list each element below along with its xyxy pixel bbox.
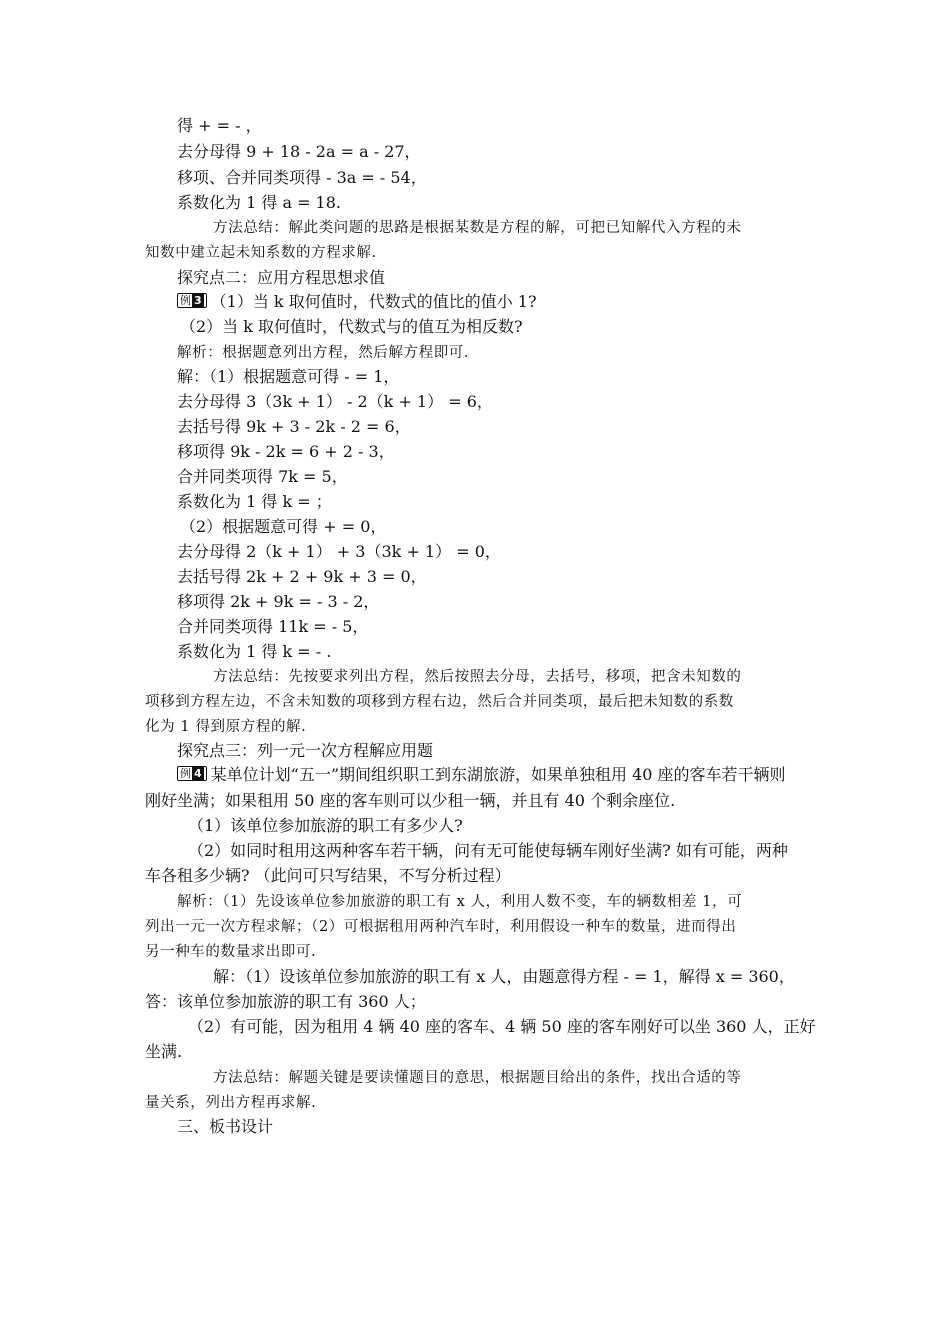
text-line: 去分母得 2（k + 1） + 3（3k + 1） = 0， xyxy=(177,542,501,561)
analysis: 解析：根据题意列出方程，然后解方程即可. xyxy=(177,345,470,361)
text-line: 移项得 2k + 9k = - 3 - 2， xyxy=(177,592,380,611)
text-line: 合并同类项得 7k = 5， xyxy=(177,467,348,486)
section-heading: 探究点三：列一元一次方程解应用题 xyxy=(177,741,434,760)
text-line: 系数化为 1 得 a = 18. xyxy=(177,193,342,212)
analysis-cont: 列出一元一次方程求解；（2）可根据租用两种汽车时，利用假设一种车的数量，进而得出 xyxy=(145,919,737,935)
example-badge: 例 3 xyxy=(177,293,207,308)
text-line: 解：（1）设该单位参加旅游的职工有 x 人，由题意得方程 - = 1，解得 x = 360， xyxy=(213,967,795,986)
text-line: 系数化为 1 得 k = - . xyxy=(177,642,332,661)
text-line: 解：（1）根据题意可得 - = 1， xyxy=(177,367,400,386)
section-heading: 三、板书设计 xyxy=(177,1117,274,1136)
example-3-line: 例 3 （1）当 k 取何值时，代数式的值比的值小 1? xyxy=(177,291,537,313)
example-badge: 例 4 xyxy=(177,766,207,781)
text-line: 移项得 9k - 2k = 6 + 2 - 3， xyxy=(177,442,395,461)
text-line: 去分母得 3（3k + 1） - 2（k + 1） = 6， xyxy=(177,392,493,411)
method-summary-cont: 化为 1 得到原方程的解. xyxy=(145,719,307,735)
method-summary: 方法总结：解此类问题的思路是根据某数是方程的解，可把已知解代入方程的未 xyxy=(213,220,742,236)
analysis: 解析：（1）先设该单位参加旅游的职工有 x 人，利用人数不变，车的辆数相差 1，可 xyxy=(177,894,743,910)
method-summary: 方法总结：解题关键是要读懂题目的意思，根据题目给出的条件，找出合适的等 xyxy=(213,1070,742,1086)
method-summary-cont: 项移到方程左边，不含未知数的项移到方程右边，然后合并同类项，最后把未知数的系数 xyxy=(145,694,734,710)
text-line: 合并同类项得 11k = - 5， xyxy=(177,617,369,636)
example-4-line: 例 4 某单位计划“五一”期间组织职工到东湖旅游，如果单独租用 40 座的客车若干辆则 xyxy=(177,764,786,786)
text-line: （2）根据题意可得 + = 0， xyxy=(180,517,387,536)
text-line: 系数化为 1 得 k = ； xyxy=(177,492,332,511)
method-summary-cont: 知数中建立起未知系数的方程求解. xyxy=(145,245,377,261)
text-line: 去括号得 9k + 3 - 2k - 2 = 6， xyxy=(177,417,411,436)
text-line: 车各租多少辆? （此问可只写结果，不写分析过程） xyxy=(145,866,511,885)
analysis-cont: 另一种车的数量求出即可. xyxy=(145,944,317,960)
text-line: （2）当 k 取何值时，代数式与的值互为相反数? xyxy=(180,317,523,336)
text-line: 答：该单位参加旅游的职工有 360 人； xyxy=(145,992,426,1011)
text-line: （2）有可能，因为租用 4 辆 40 座的客车、4 辆 50 座的客车刚好可以坐 360 人，正好 xyxy=(188,1017,816,1036)
section-heading: 探究点二：应用方程思想求值 xyxy=(177,268,386,287)
text-line: 去分母得 9 + 18 - 2a = a - 27， xyxy=(177,142,421,161)
text-line: 去括号得 2k + 2 + 9k + 3 = 0， xyxy=(177,567,427,586)
text-line: （2）如同时租用这两种客车若干辆，问有无可能使每辆车刚好坐满? 如有可能，两种 xyxy=(188,841,788,860)
text-line: 刚好坐满；如果租用 50 座的客车则可以少租一辆，并且有 40 个剩余座位. xyxy=(145,791,676,810)
method-summary-cont: 量关系，列出方程再求解. xyxy=(145,1095,317,1111)
text-line: 坐满. xyxy=(145,1042,183,1061)
text-line: （1）该单位参加旅游的职工有多少人? xyxy=(188,816,463,835)
text-line: 得 + = - ， xyxy=(177,116,262,135)
method-summary: 方法总结：先按要求列出方程，然后按照去分母，去括号，移项，把含未知数的 xyxy=(213,669,742,685)
text-line: 移项、合并同类项得 - 3a = - 54， xyxy=(177,168,427,187)
